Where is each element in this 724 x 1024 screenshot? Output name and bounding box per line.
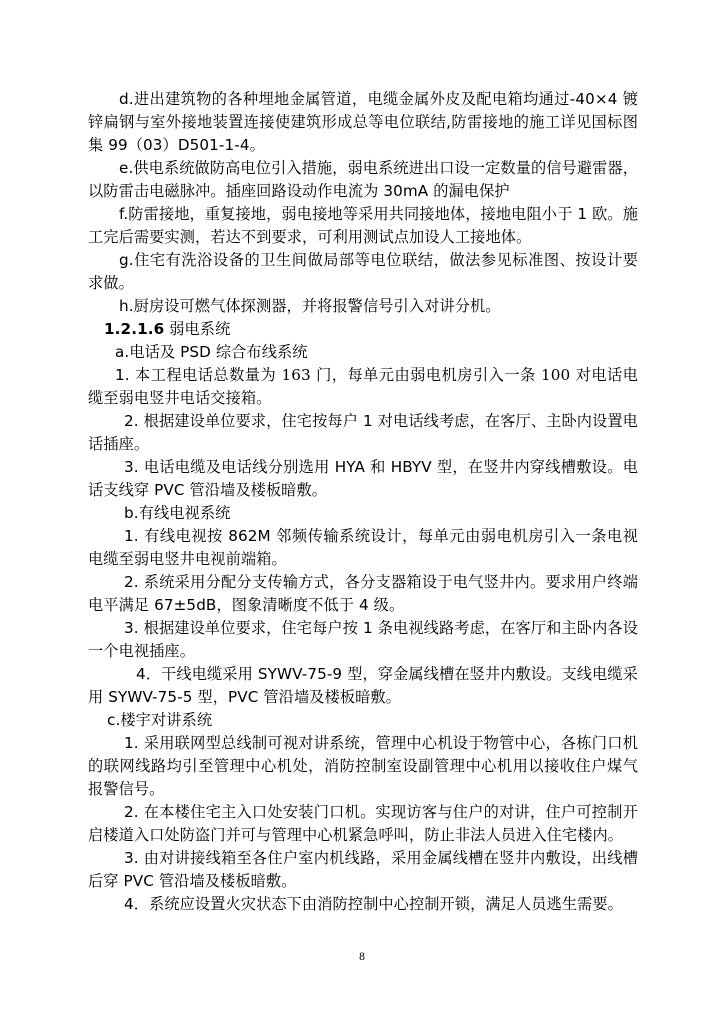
text-fragment: 对电话电缆至弱电竖井电话交接箱。 xyxy=(88,366,638,407)
subsection-c-item-2: 2. 在本楼住宅主入口处安装门口机。实现访客与住户的对讲，住户可控制开启楼道入口处防盗门并可与管理中心机紧急呼叫，防止非法人员进入住宅楼内。 xyxy=(88,803,638,844)
subsection-b-item-4: 4．干线电缆采用 SYWV-75-9 型，穿金属线槽在竖井内敷设。支线电缆采用 SYWV-75-5 型，PVC 管沿墙及楼板暗敷。 xyxy=(88,665,638,706)
subsection-c-item-3: 3. 由对讲接线箱至各住户室内机线路，采用金属线槽在竖井内敷设，出线槽后穿 PVC 管沿墙及楼板暗敷。 xyxy=(88,849,638,890)
subsection-b-item-2: 2. 系统采用分配分支传输方式，各分支器箱设于电气竖井内。要求用户终端电平满足 67±5dB，图象清晰度不低于 4 级。 xyxy=(88,573,638,614)
subsection-a-title: a.电话及 PSD 综合布线系统 xyxy=(115,343,308,361)
text-fragment: 门，每单元由弱电机房引入一条 xyxy=(310,366,542,384)
subsection-c-title: c.楼宇对讲系统 xyxy=(107,711,213,729)
subsection-b-item-3: 3. 根据建设单位要求，住宅每户按 1 条电视线路考虑，在客厅和主卧内各设一个电视插座。 xyxy=(88,619,638,660)
pair-count: 100 xyxy=(541,366,571,384)
subsection-a-item-1 xyxy=(88,364,638,410)
page-number: 8 xyxy=(358,952,366,963)
section-title: 弱电系统 xyxy=(164,320,231,338)
text-fragment: 1. 本工程电话总数量为 xyxy=(115,366,282,384)
paragraph-h: h.厨房设可燃气体探测器，并将报警信号引入对讲分机。 xyxy=(119,297,501,315)
subsection-b-title: b.有线电视系统 xyxy=(124,504,231,522)
section-number: 1.2.1.6 xyxy=(104,320,165,338)
subsection-c-item-4: 4．系统应设置火灾状态下由消防控制中心控制开锁，满足人员逃生需要。 xyxy=(124,895,623,913)
subsection-b-item-1: 1. 有线电视按 862M 邻频传输系统设计，每单元由弱电机房引入一条电视电缆至弱电竖井电视前端箱。 xyxy=(88,527,638,568)
subsection-a-item-2: 2. 根据建设单位要求，住宅按每户 1 对电话线考虑，在客厅、主卧内设置电话插座。 xyxy=(88,412,638,453)
paragraph-g: g.住宅有洗浴设备的卫生间做局部等电位联结，做法参见标准图、按设计要求做。 xyxy=(88,251,638,292)
section-heading xyxy=(88,318,638,341)
paragraph-f: f.防雷接地，重复接地，弱电接地等采用共同接地体，接地电阻小于 1 欧。施工完后需要实测，若达不到要求，可利用测试点加设人工接地体。 xyxy=(88,205,638,246)
subsection-a-item-3: 3. 电话电缆及电话线分别选用 HYA 和 HBYV 型，在竖井内穿线槽敷设。电话支线穿 PVC 管沿墙及楼板暗敷。 xyxy=(88,458,638,499)
phone-count: 163 xyxy=(281,366,311,384)
paragraph-e: e.供电系统做防高电位引入措施，弱电系统进出口设一定数量的信号避雷器，以防雷击电磁脉冲。插座回路设动作电流为 30mA 的漏电保护 xyxy=(88,159,638,200)
paragraph-d: d.进出建筑物的各种埋地金属管道，电缆金属外皮及配电箱均通过-40×4 镀锌扁钢与室外接地装置连接使建筑形成总等电位联结,防雷接地的施工详见国标图集 99（03）D501-1-4。 xyxy=(88,90,638,154)
subsection-c-item-1: 1. 采用联网型总线制可视对讲系统，管理中心机设于物管中心，各栋门口机的联网线路均引至管理中心机处，消防控制室设副管理中心机用以接收住户煤气报警信号。 xyxy=(88,734,638,798)
document-body xyxy=(88,88,638,916)
